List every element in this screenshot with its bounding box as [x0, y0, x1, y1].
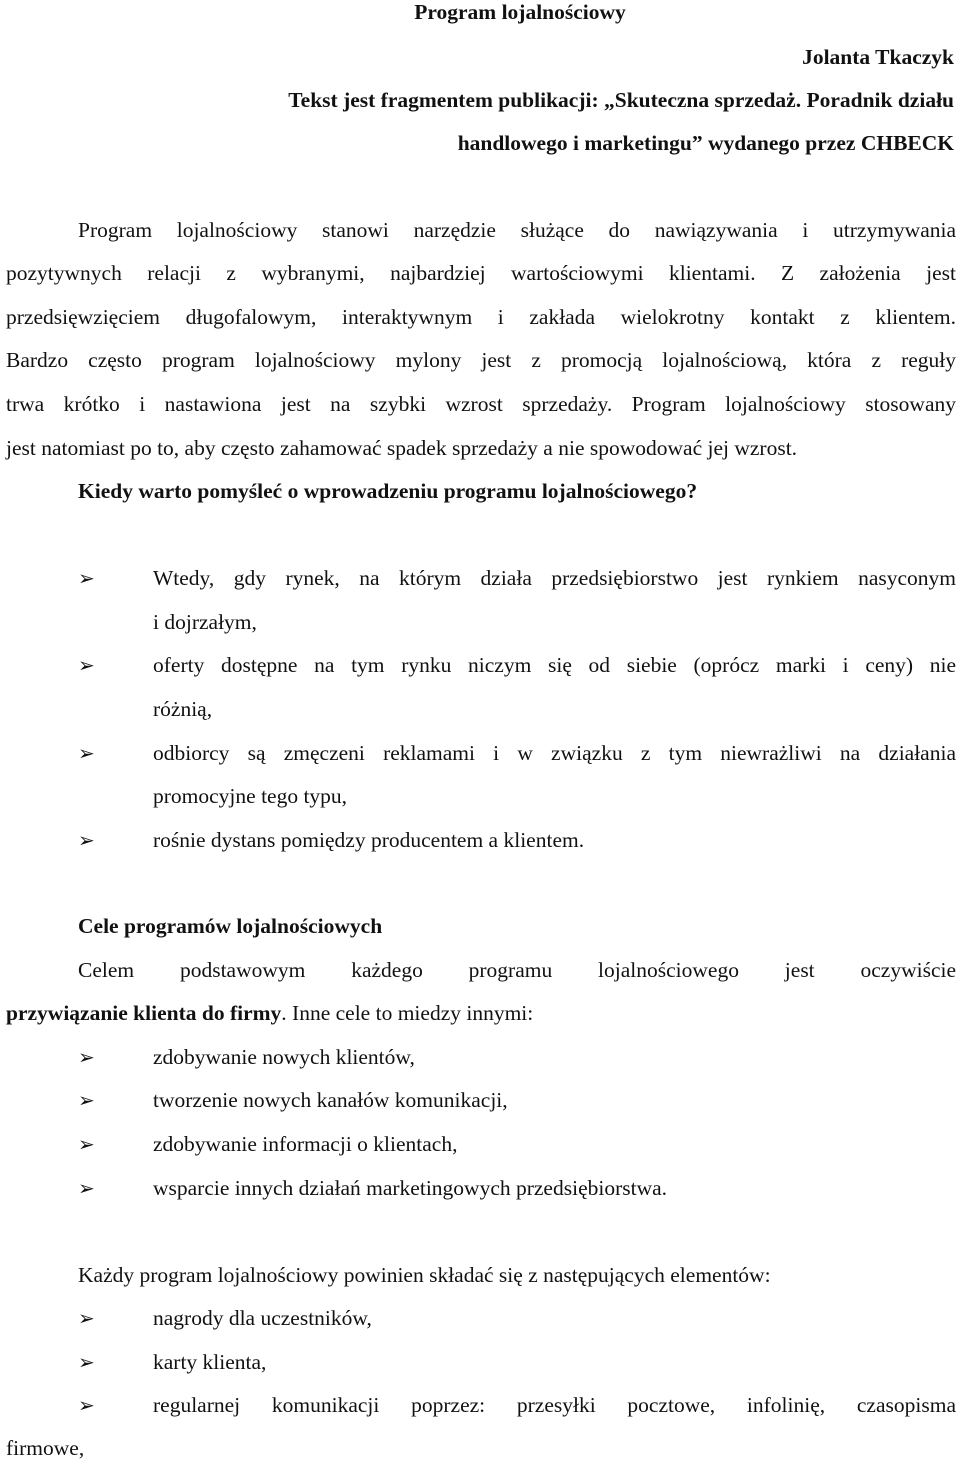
section3-intro: Każdy program lojalnościowy powinien składać się z następujących elementów:	[78, 1263, 771, 1287]
source-line-2: handlowego i marketingu” wydanego przez CHBECK	[457, 131, 954, 155]
list-item-text: wsparcie innych działań marketingowych przedsiębiorstwa.	[153, 1176, 668, 1200]
bullet-arrow-icon: ➢	[78, 741, 95, 765]
list-item-text: oferty dostępne na tym rynku niczym się od siebie (oprócz marki i ceny) nie	[153, 653, 956, 677]
bullet-arrow-icon: ➢	[78, 1132, 95, 1156]
list-item-text: karty klienta,	[153, 1350, 267, 1374]
list-item-text: Wtedy, gdy rynek, na którym działa przedsiębiorstwo jest rynkiem nasyconym	[153, 566, 956, 590]
bullet-arrow-icon: ➢	[78, 1088, 95, 1112]
list-item-text-cont: różnią,	[153, 697, 213, 721]
bullet-arrow-icon: ➢	[78, 1045, 95, 1069]
list-item-text: tworzenie nowych kanałów komunikacji,	[153, 1088, 508, 1112]
list-item-text: zdobywanie nowych klientów,	[153, 1045, 415, 1069]
list-item-text: rośnie dystans pomiędzy producentem a klientem.	[153, 828, 585, 852]
bullet-arrow-icon: ➢	[78, 1393, 95, 1417]
author-name: Jolanta Tkaczyk	[802, 45, 954, 69]
section2-heading: Cele programów lojalnościowych	[78, 914, 383, 938]
document-title: Program lojalnościowy	[414, 0, 626, 24]
list-item-text-cont: firmowe,	[6, 1436, 85, 1460]
list-item-text: regularnej komunikacji poprzez: przesyłki pocztowe, infolinię, czasopisma	[153, 1393, 956, 1417]
bullet-arrow-icon: ➢	[78, 1306, 95, 1330]
intro-line-5: trwa krótko i nastawiona jest na szybki wzrost sprzedaży. Program lojalnościowy stosowany	[6, 392, 956, 416]
intro-line-4: Bardzo często program lojalnościowy mylony jest z promocją lojalnościową, która z reguły	[6, 348, 956, 372]
list-item-text: zdobywanie informacji o klientach,	[153, 1132, 458, 1156]
bullet-arrow-icon: ➢	[78, 566, 95, 590]
list-item-text-cont: i dojrzałym,	[153, 610, 257, 634]
list-item-text: nagrody dla uczestników,	[153, 1306, 372, 1330]
intro-line-6: jest natomiast po to, aby często zahamować spadek sprzedaży a nie spowodować jej wzrost.	[6, 436, 798, 460]
section1-heading: Kiedy warto pomyśleć o wprowadzeniu programu lojalnościowego?	[78, 479, 698, 503]
source-line-1: Tekst jest fragmentem publikacji: „Skuteczna sprzedaż. Poradnik działu	[288, 88, 954, 112]
bullet-arrow-icon: ➢	[78, 1176, 95, 1200]
list-item-text: odbiorcy są zmęczeni reklamami i w związku z tym niewrażliwi na działania	[153, 741, 956, 765]
paragraph-text: . Inne cele to miedzy innymi:	[281, 1001, 534, 1025]
intro-line-2: pozytywnych relacji z wybranymi, najbardziej wartościowymi klientami. Z założenia jest	[6, 261, 956, 285]
intro-line-3: przedsięwzięciem długofalowym, interaktywnym i zakłada wielokrotny kontakt z klientem.	[6, 305, 956, 329]
intro-line-1: Program lojalnościowy stanowi narzędzie służące do nawiązywania i utrzymywania	[78, 218, 956, 242]
section2-paragraph-line-2	[6, 1001, 533, 1026]
section2-paragraph-line-1: Celem podstawowym każdego programu lojalnościowego jest oczywiście	[78, 958, 956, 982]
list-item-text-cont: promocyjne tego typu,	[153, 784, 348, 808]
bullet-arrow-icon: ➢	[78, 828, 95, 852]
emphasis-text: przywiązanie klienta do firmy	[6, 1001, 282, 1025]
bullet-arrow-icon: ➢	[78, 653, 95, 677]
bullet-arrow-icon: ➢	[78, 1350, 95, 1374]
